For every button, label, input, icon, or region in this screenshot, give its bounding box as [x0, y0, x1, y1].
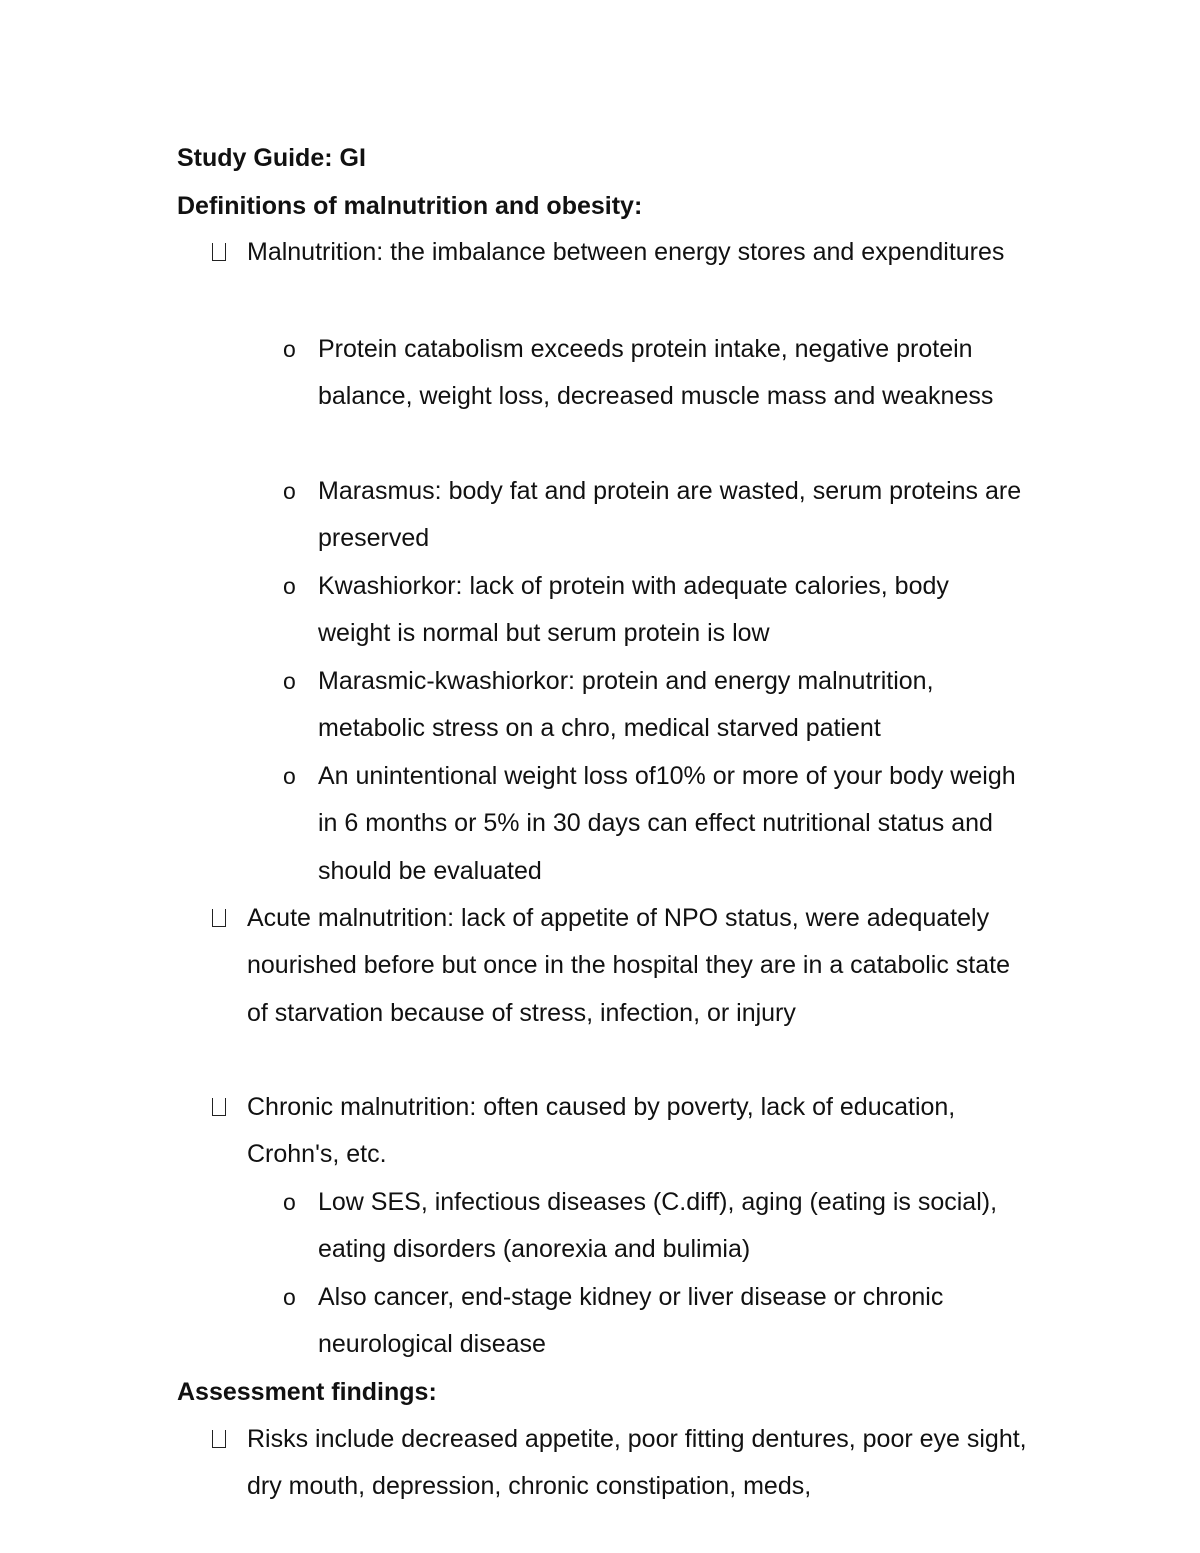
list-item-text: Risks include decreased appetite, poor fitting dentures, poor eye sight, dry mouth, depression, chronic constipation, meds,	[247, 1425, 1027, 1501]
list-item-text: Chronic malnutrition: often caused by poverty, lack of education, Crohn's, etc.	[247, 1093, 956, 1169]
sub-item-weight-loss	[283, 753, 1028, 895]
sub-item-text: Low SES, infectious diseases (C.diff), aging (eating is social), eating disorders (anorexia and bulimia)	[318, 1188, 998, 1264]
square-bullet-icon	[212, 243, 226, 261]
square-bullet-icon	[212, 1430, 226, 1448]
circle-bullet-icon: o	[283, 336, 296, 362]
circle-bullet-icon: o	[283, 478, 296, 504]
section-heading-definitions: Definitions of malnutrition and obesity:	[177, 192, 643, 220]
sub-item-text: Also cancer, end-stage kidney or liver disease or chronic neurological disease	[318, 1283, 944, 1359]
square-bullet-icon	[212, 1098, 226, 1116]
list-item-malnutrition	[212, 229, 1028, 276]
list-item-text: Malnutrition: the imbalance between energy stores and expenditures	[247, 238, 1005, 266]
sub-item-text: Kwashiorkor: lack of protein with adequate calories, body weight is normal but serum protein is low	[318, 572, 949, 648]
sub-item-text: Protein catabolism exceeds protein intake, negative protein balance, weight loss, decreased muscle mass and weakness	[318, 335, 994, 411]
sub-item-cancer	[283, 1274, 1028, 1369]
list-item-text: Acute malnutrition: lack of appetite of NPO status, were adequately nourished before but once in the hospital they are in a catabolic state of starvation because of stress, infection, or injury	[247, 904, 1011, 1027]
sub-item-text: Marasmic-kwashiorkor: protein and energy malnutrition, metabolic stress on a chro, medical starved patient	[318, 667, 934, 743]
square-bullet-icon	[212, 909, 226, 927]
sub-item-marasmus	[283, 468, 1028, 563]
document-title: Study Guide: GI	[177, 144, 366, 172]
list-item-risks	[212, 1416, 1028, 1511]
sub-item-text: An unintentional weight loss of10% or more of your body weigh in 6 months or 5% in 30 days can effect nutritional status and should be evaluated	[318, 762, 1016, 885]
circle-bullet-icon: o	[283, 573, 296, 599]
sub-item-low-ses	[283, 1179, 1028, 1274]
circle-bullet-icon: o	[283, 1284, 296, 1310]
section-heading-assessment: Assessment findings:	[177, 1378, 437, 1406]
circle-bullet-icon: o	[283, 668, 296, 694]
sub-item-text: Marasmus: body fat and protein are wasted, serum proteins are preserved	[318, 477, 1022, 553]
sub-item-marasmic-kwashiorkor	[283, 658, 1028, 753]
circle-bullet-icon: o	[283, 763, 296, 789]
list-item-chronic-malnutrition	[212, 1084, 1028, 1179]
list-item-acute-malnutrition	[212, 895, 1028, 1037]
sub-item-kwashiorkor	[283, 563, 1028, 658]
circle-bullet-icon: o	[283, 1189, 296, 1215]
sub-item-protein-catabolism	[283, 326, 1028, 421]
